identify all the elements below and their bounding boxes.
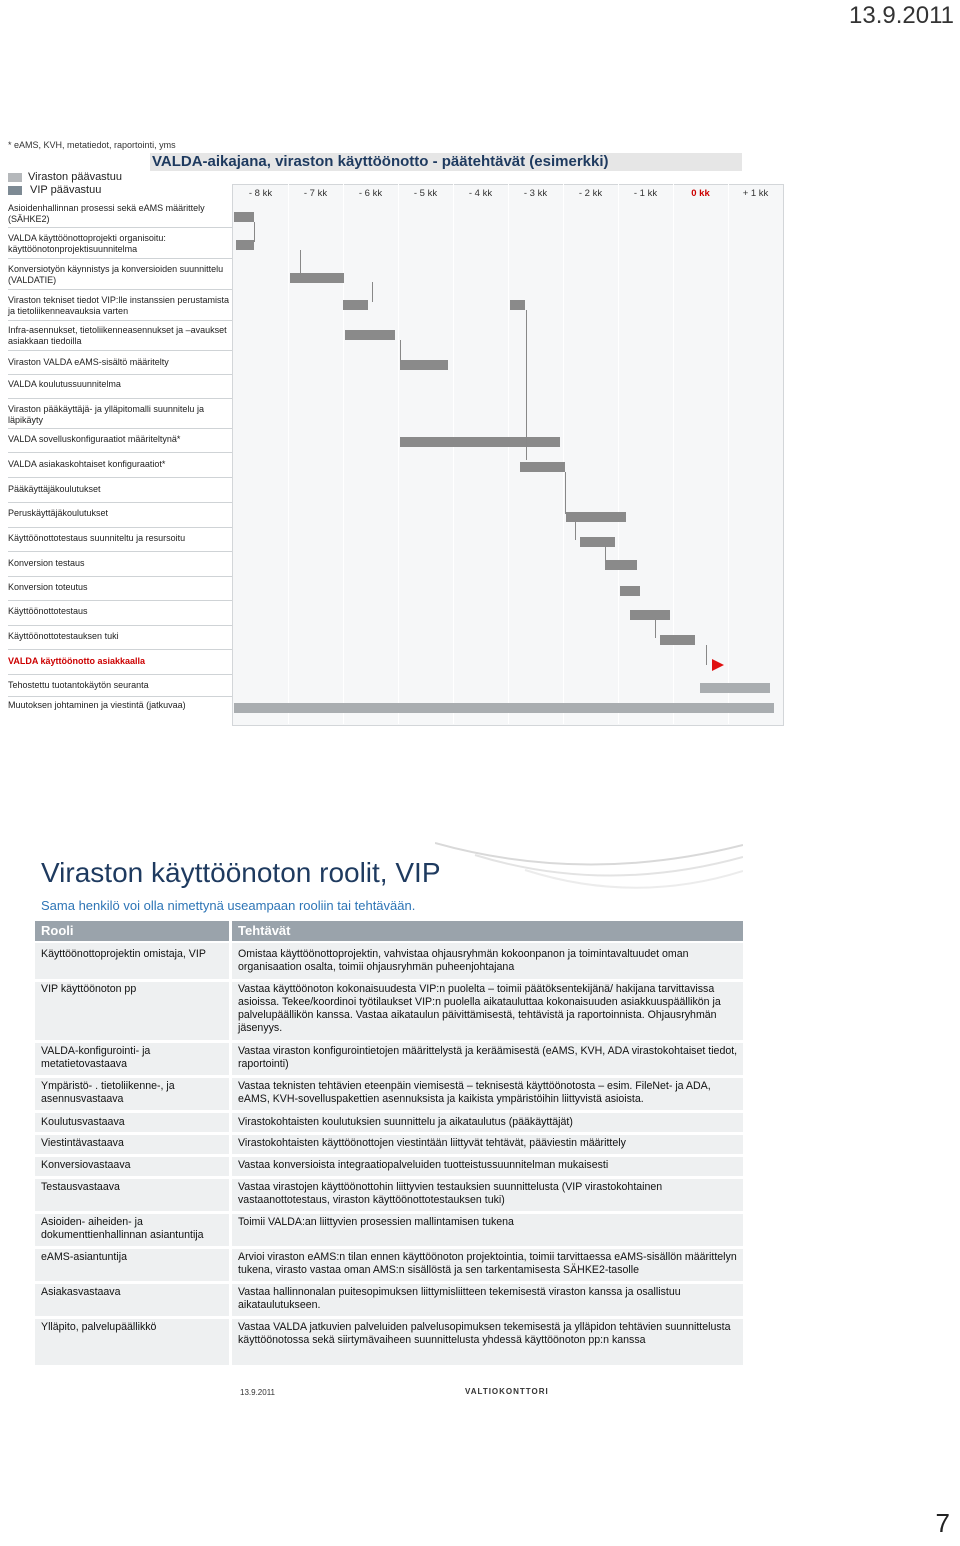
gantt-bar: [400, 360, 448, 370]
gantt-row-label: VALDA koulutussuunnitelma: [8, 379, 121, 389]
role-tasks: Virastokohtaisten käyttöönottojen viestintään liittyvät tehtävät, pääviestin määrittely: [238, 1137, 626, 1149]
gantt-bar: [660, 635, 695, 645]
col-header-role: Rooli: [41, 923, 74, 938]
gantt-footnote: * eAMS, KVH, metatiedot, raportointi, yms: [8, 140, 176, 150]
gantt-bar-continuous: [234, 703, 774, 713]
role-name: Asiakasvastaava: [41, 1286, 121, 1298]
role-name: Konversiovastaava: [41, 1159, 131, 1171]
gantt-row-label: VALDA asiakaskohtaiset konfiguraatiot*: [8, 459, 166, 469]
role-tasks: Omistaa käyttöönottoprojektin, vahvistaa ohjausryhmän kokoonpanon ja toimintavaltuudet oman organisaation osalta, toimii ohjausryhmän puheenjohtajana: [238, 948, 689, 973]
gantt-bar: [700, 683, 770, 693]
gantt-bar: [400, 437, 560, 447]
gantt-bar: [630, 610, 670, 620]
gantt-row-label: Infra-asennukset, tietoliikenneasennukset ja –avaukset asiakkaan tiedoilla: [8, 325, 227, 346]
roles-subtitle: Sama henkilö voi olla nimettynä useampaan rooliin tai tehtävään.: [41, 898, 416, 913]
gantt-bar: [520, 462, 565, 472]
gantt-row-label: Käyttöönottotestaus: [8, 606, 88, 616]
role-tasks: Virastokohtaisten koulutuksien suunnittelu ja aikataulutus (pääkäyttäjät): [238, 1116, 573, 1128]
role-name: Viestintävastaava: [41, 1137, 124, 1149]
week-label: - 4 kk: [468, 188, 493, 199]
role-tasks: Toimii VALDA:an liittyvien prosessien mallintamisen tukena: [238, 1216, 514, 1228]
gantt-slide: [0, 130, 790, 730]
gantt-row-label: VALDA sovelluskonfiguraatiot määriteltynä*: [8, 434, 181, 444]
role-tasks: Vastaa hallinnonalan puitesopimuksen liittymisliitteen tekemisestä viraston kanssa ja osallistuu aikataulutukseen.: [238, 1286, 681, 1311]
role-tasks: Vastaa konversioista integraatiopalveluiden tuotteistussuunnitelman mukaisesti: [238, 1159, 609, 1171]
role-tasks: Arvioi viraston eAMS:n tilan ennen käyttöönoton projektointia, toimii tarvittaessa eAMS-sisällön määrittelyn tukena, virasto vastaa oman AMS:n sisällöstä ja sen tarkentamisesta SÄHKE2-tasolle: [238, 1251, 737, 1276]
gantt-row-label: Peruskäyttäjäkoulutukset: [8, 508, 109, 518]
week-label: - 8 kk: [248, 188, 273, 199]
valtiokonttori-logo: VALTIOKONTTORI: [465, 1387, 549, 1396]
role-tasks: Vastaa teknisten tehtävien eteenpäin viemisestä – teknisestä käyttöönotosta – esim. FileNet- ja ADA, eAMS, KVH-sovelluspakettien asennuksista ja kaikista ympäristöihin liittyvistä asioista.: [238, 1080, 711, 1105]
role-name: Asioiden- aiheiden- ja dokumenttienhallinnan asiantuntija: [41, 1216, 204, 1241]
role-name: eAMS-asiantuntija: [41, 1251, 127, 1263]
week-label: - 2 kk: [578, 188, 603, 199]
gantt-bar: [236, 240, 254, 250]
decorative-swoosh: [435, 835, 743, 905]
gantt-row-label-golive: VALDA käyttöönotto asiakkaalla: [8, 656, 146, 666]
gantt-row-label: VALDA käyttöönottoprojekti organisoitu: käyttöönotonprojektisuunnitelma: [8, 233, 166, 254]
role-tasks: Vastaa VALDA jatkuvien palveluiden palvelusopimuksen tekemisestä ja ylläpidon tehtävien suunnittelusta käyttöönotossa sekä siirtymävaiheen suunnittelusta yhdessä käyttöönoton pp:n kanssa: [238, 1321, 731, 1346]
legend-viraston: Viraston päävastuu: [28, 171, 122, 183]
golive-milestone-marker: [710, 658, 726, 672]
role-name: Koulutusvastaava: [41, 1116, 125, 1128]
role-tasks: Vastaa virastojen käyttöönottohin liittyvien testauksien suunnittelusta (VIP virastokohtainen vastaanottotestaus, viraston käyttöönottotestauksen tuki): [238, 1181, 663, 1206]
gantt-row-label: Käyttöönottotestaus suunniteltu ja resursoitu: [8, 533, 186, 543]
week-label: + 1 kk: [742, 188, 769, 199]
gantt-bar: [605, 560, 637, 570]
col-header-tasks: Tehtävät: [238, 923, 291, 938]
legend-swatch-viraston: [8, 173, 22, 182]
gantt-bar: [290, 273, 344, 283]
roles-slide: [35, 835, 743, 1397]
roles-footer-date: 13.9.2011: [240, 1388, 275, 1397]
week-label-current: 0 kk: [691, 188, 710, 199]
week-label: - 1 kk: [633, 188, 658, 199]
gantt-bar: [234, 212, 254, 222]
gantt-row-label: Pääkäyttäjäkoulutukset: [8, 484, 101, 494]
role-name: Testausvastaava: [41, 1181, 120, 1193]
gantt-bar: [620, 586, 640, 596]
gantt-row-label: Asioidenhallinnan prosessi sekä eAMS määrittely (SÄHKE2): [8, 203, 205, 224]
gantt-bar: [345, 330, 395, 340]
legend-vip: VIP päävastuu: [30, 184, 102, 196]
gantt-row-label: Konversiotyön käynnistys ja konversioiden suunnittelu (VALDATIE): [8, 264, 224, 285]
legend-swatch-vip: [8, 186, 22, 195]
role-name: Ylläpito, palvelupäällikkö: [41, 1321, 157, 1333]
gantt-bar: [580, 537, 615, 547]
gantt-row-label: Viraston VALDA eAMS-sisältö määritelty: [8, 357, 169, 367]
role-name: VALDA-konfigurointi- ja metatietovastaava: [41, 1045, 151, 1070]
gantt-bar: [343, 300, 368, 310]
gantt-row-label: Konversion toteutus: [8, 582, 88, 592]
gantt-title: VALDA-aikajana, viraston käyttöönotto - päätehtävät (esimerkki): [152, 153, 609, 170]
page-number: 7: [935, 1508, 950, 1538]
week-label: - 7 kk: [303, 188, 328, 199]
gantt-bar: [566, 512, 626, 522]
role-name: VIP käyttöönoton pp: [41, 983, 137, 995]
gantt-row-label: Viraston tekniset tiedot VIP:lle instanssien perustamista ja tietoliikenneavauksia varten: [8, 295, 229, 316]
week-label: - 6 kk: [358, 188, 383, 199]
header-date: 13.9.2011: [849, 2, 954, 29]
week-label: - 5 kk: [413, 188, 438, 199]
roles-title: Viraston käyttöönoton roolit, VIP: [41, 857, 441, 888]
gantt-row-label: Tehostettu tuotantokäytön seuranta: [8, 680, 149, 690]
gantt-row-label: Käyttöönottotestauksen tuki: [8, 631, 119, 641]
gantt-row-label: Konversion testaus: [8, 558, 85, 568]
role-tasks: Vastaa käyttöönoton kokonaisuudesta VIP:n puolelta – toimii päätöksentekijänä/ hakijana tarvittavissa asioissa. Tekee/koordinoi työtilaukset VIP:n puolella aikatauluttaa kokonaisuuden asiakkuuspäällikön ja palvelupäällikön kanssa. Vastaa aikataulun päivittämisestä, tehtävistä ja raportoinnista. Ohjausryhmän jäsenyys.: [238, 983, 721, 1034]
gantt-row-label: Viraston pääkäyttäjä- ja ylläpitomalli suunnitelu ja läpikäyty: [8, 404, 204, 425]
week-label: - 3 kk: [523, 188, 548, 199]
role-tasks: Vastaa viraston konfigurointietojen määrittelystä ja keräämisestä (eAMS, KVH, ADA virastokohtaiset tiedot, raportointi): [238, 1045, 738, 1070]
gantt-row-label: Muutoksen johtaminen ja viestintä (jatkuvaa): [8, 700, 186, 710]
role-name: Ympäristö- . tietoliikenne-, ja asennusvastaava: [41, 1080, 175, 1105]
gantt-bar: [510, 300, 525, 310]
role-name: Käyttöönottoprojektin omistaja, VIP: [41, 948, 206, 960]
